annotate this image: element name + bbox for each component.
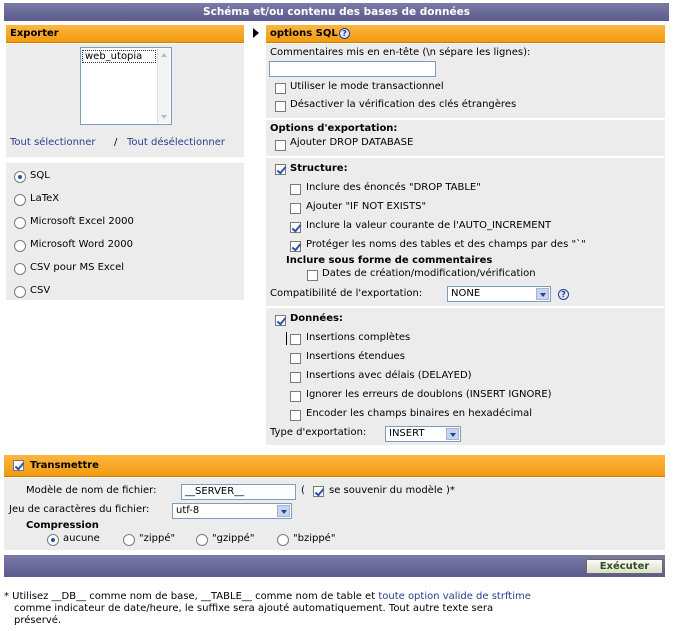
select-all-link[interactable]: Tout sélectionner (10, 137, 96, 148)
dates-checkbox[interactable] (307, 270, 318, 281)
data-option-checkbox[interactable] (290, 372, 301, 383)
disable-fk-checkbox[interactable] (275, 101, 286, 112)
compat-label: Compatibilité de l'exportation: (270, 288, 423, 299)
data-option-label: Insertions avec délais (DELAYED) (306, 370, 472, 381)
database-listbox[interactable] (80, 47, 172, 125)
filename-label: Modèle de nom de fichier: (26, 485, 157, 496)
charset-value: utf-8 (176, 505, 200, 516)
structure-option-label: Protéger les noms des tables et des champs par des "`" (306, 239, 586, 250)
format-radio[interactable] (14, 171, 26, 183)
compression-radio[interactable] (47, 534, 59, 546)
format-radio[interactable] (14, 194, 26, 206)
link-divider: / (114, 137, 118, 148)
execute-bar (4, 555, 665, 577)
format-label: Microsoft Word 2000 (30, 239, 134, 250)
format-label: LaTeX (30, 193, 60, 204)
data-option-checkbox[interactable] (290, 391, 301, 402)
remember-label: se souvenir du modèle )* (329, 485, 455, 496)
transactional-checkbox[interactable] (275, 83, 286, 94)
page-title: Schéma et/ou contenu des bases de données (4, 3, 669, 21)
structure-option-label: Ajouter "IF NOT EXISTS" (306, 201, 427, 212)
sql-options-header-label: options SQL (270, 28, 338, 39)
structure-option-checkbox[interactable] (290, 203, 301, 214)
exporter-header (6, 25, 244, 43)
compat-help-icon[interactable]: ? (558, 289, 569, 300)
compression-label: aucune (63, 533, 100, 544)
footnote (4, 591, 669, 627)
export-type-select[interactable] (385, 426, 461, 442)
export-type-label: Type d'exportation: (270, 427, 367, 438)
compat-value: NONE (451, 288, 481, 299)
pointer-arrow-icon (253, 28, 259, 38)
format-radio[interactable] (14, 217, 26, 229)
drop-database-checkbox[interactable] (275, 140, 286, 151)
footnote-line2: comme indicateur de date/heure, le suffixe sera ajouté automatiquement. Tout autre texte sera (14, 603, 494, 614)
structure-block (266, 158, 665, 306)
format-label: Microsoft Excel 2000 (30, 216, 134, 227)
sql-options-header (266, 25, 665, 43)
exporter-header-label: Exporter (10, 28, 59, 39)
scroll-down-icon[interactable] (161, 115, 167, 119)
compression-label: "bzippé" (293, 533, 336, 544)
sql-general-options (266, 44, 665, 118)
charset-select[interactable] (172, 503, 292, 519)
database-list-panel (6, 44, 244, 157)
compression-radio[interactable] (277, 534, 289, 546)
format-label: SQL (30, 170, 50, 181)
database-option[interactable]: web_utopia (82, 50, 156, 63)
listbox-scrollbar[interactable] (157, 49, 170, 123)
data-checkbox[interactable] (275, 315, 286, 326)
data-block (266, 308, 665, 445)
data-option-label: Ignorer les erreurs de doublons (INSERT IGNORE) (306, 389, 552, 400)
structure-option-checkbox[interactable] (290, 241, 301, 252)
format-option[interactable] (6, 259, 244, 279)
format-option[interactable] (6, 236, 244, 256)
footnote-line3: préservé. (14, 615, 62, 626)
export-options-block (266, 120, 665, 156)
format-label: CSV (30, 285, 51, 296)
comments-input[interactable] (269, 61, 436, 77)
format-label: CSV pour MS Excel (30, 262, 125, 273)
data-option-checkbox[interactable] (290, 410, 301, 421)
comments-title: Inclure sous forme de commentaires (286, 255, 493, 266)
execute-button[interactable]: Exécuter (586, 559, 663, 574)
structure-option-label: Inclure la valeur courante de l'AUTO_INCREMENT (306, 220, 552, 231)
format-panel (6, 163, 244, 300)
compression-radio[interactable] (196, 534, 208, 546)
charset-label: Jeu de caractères du fichier: (9, 504, 150, 515)
transactional-label: Utiliser le mode transactionnel (290, 81, 444, 92)
remember-checkbox[interactable] (313, 486, 324, 497)
data-option-label: Insertions complètes (306, 332, 411, 343)
structure-option-checkbox[interactable] (290, 184, 301, 195)
chevron-down-icon (446, 428, 459, 440)
structure-checkbox[interactable] (275, 164, 286, 175)
data-option-checkbox[interactable] (290, 353, 301, 364)
strftime-link[interactable]: toute option valide de strftime (378, 591, 531, 602)
format-option[interactable] (6, 213, 244, 233)
export-type-value: INSERT (389, 428, 425, 439)
help-icon[interactable]: ? (339, 28, 350, 39)
format-radio[interactable] (14, 263, 26, 275)
structure-option-label: Inclure des énoncés "DROP TABLE" (306, 182, 481, 193)
export-options-title: Options d'exportation: (270, 123, 398, 134)
transmit-checkbox[interactable] (13, 460, 24, 471)
chevron-down-icon (277, 505, 290, 517)
dates-label: Dates de création/modification/vérification (322, 268, 536, 279)
format-option[interactable] (6, 167, 244, 187)
scroll-up-icon[interactable] (161, 53, 167, 57)
data-option-checkbox[interactable] (290, 334, 301, 345)
format-radio[interactable] (14, 286, 26, 298)
disable-fk-label: Désactiver la vérification des clés étrangères (290, 99, 517, 110)
data-label: Données: (290, 313, 343, 324)
format-option[interactable] (6, 190, 244, 210)
data-option-label: Encoder les champs binaires en hexadécimal (306, 408, 533, 419)
footnote-text: * Utilisez __DB__ comme nom de base, __TABLE__ comme nom de table et (4, 591, 379, 602)
transmit-panel (4, 478, 665, 550)
data-option-label: Insertions étendues (306, 351, 405, 362)
format-radio[interactable] (14, 240, 26, 252)
compression-label: "gzippé" (212, 533, 255, 544)
compression-label: "zippé" (139, 533, 176, 544)
text-cursor (286, 332, 287, 345)
chevron-down-icon (536, 288, 549, 300)
deselect-all-link[interactable]: Tout désélectionner (127, 137, 226, 148)
transmit-header (4, 455, 665, 477)
transmit-label: Transmettre (30, 460, 99, 471)
drop-database-label: Ajouter DROP DATABASE (290, 137, 414, 148)
compression-title: Compression (26, 520, 99, 531)
paren-open: ( (301, 485, 305, 496)
filename-input[interactable]: __SERVER__ (181, 484, 296, 500)
compat-select[interactable] (447, 286, 551, 302)
format-option[interactable] (6, 282, 244, 302)
compression-radio[interactable] (123, 534, 135, 546)
structure-label: Structure: (290, 163, 348, 174)
structure-option-checkbox[interactable] (290, 222, 301, 233)
comments-label: Commentaires mis en en-tête (\n sépare les lignes): (270, 47, 531, 58)
